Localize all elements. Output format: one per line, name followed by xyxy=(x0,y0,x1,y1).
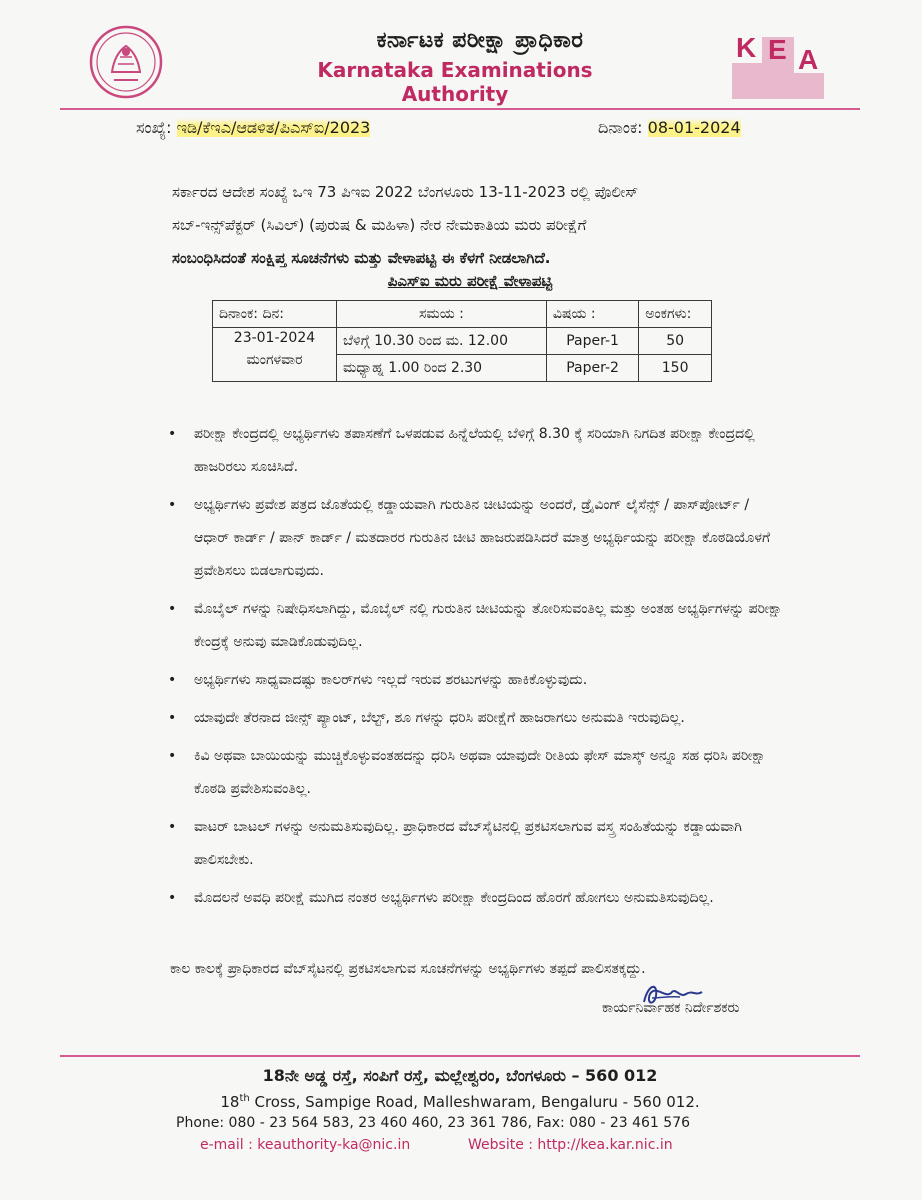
note-text: ಯಾವುದೇ ತೆರನಾದ ಜೀನ್ಸ್ ಪ್ಯಾಂಟ್, ಬೆಲ್ಟ್, ಶೂ ಗಳನ್ನು ಧರಿಸಿ ಪರೀಕ್ಷೆಗೆ ಹಾಜರಾಗಲು ಅನುಮತಿ ಇರುವುದಿಲ್ಲ. xyxy=(194,710,685,726)
ordinal-suffix: th xyxy=(239,1093,250,1104)
intro-line: ಸಂಬಂಧಿಸಿದಂತೆ ಸಂಕ್ಷಿಪ್ತ ಸೂಚನೆಗಳು ಮತ್ತು ವೇಳಾಪಟ್ಟಿ ಈ ಕೆಳಗೆ ನೀಡಲಾಗಿದೆ. xyxy=(172,249,551,267)
address-kannada: 18ನೇ ಅಡ್ಡ ರಸ್ತೆ, ಸಂಪಿಗೆ ರಸ್ತೆ, ಮಲ್ಲೇಶ್ವರಂ, ಬೆಂಗಳೂರು – 560 012 xyxy=(262,1066,658,1085)
note-text: ಮೊಬೈಲ್ ಗಳನ್ನು ನಿಷೇಧಿಸಲಾಗಿದ್ದು, ಮೊಬೈಲ್ ನಲ್ಲಿ ಗುರುತಿನ ಚೀಟಿಯನ್ನು ತೋರಿಸುವಂತಿಲ್ಲ ಮತ್ತು ಅಂತಹ ಅಭ್ಯರ್ಥಿಗಳನ್ನು ಪರೀಕ್ಷಾ ಕೇಂದ್ರಕ್ಕೆ ಅನುವು ಮಾಡಿಕೊಡುವುದಿಲ್ಲ. xyxy=(194,601,783,650)
website-link[interactable]: Website : http://kea.kar.nic.in xyxy=(468,1137,673,1153)
list-item xyxy=(168,811,788,877)
schedule-table xyxy=(212,300,712,382)
intro-paragraph xyxy=(172,176,762,275)
address-english xyxy=(180,1093,740,1111)
list-item xyxy=(168,593,788,659)
list-item xyxy=(168,702,788,735)
time-cell: ಮಧ್ಯಾಹ್ನ 1.00 ರಿಂದ 2.30 xyxy=(336,355,546,382)
intro-line: ಸರ್ಕಾರದ ಆದೇಶ ಸಂಖ್ಯೆ ಒಇ 73 ಪಿಇಐ 2022 ಬೆಂಗಳೂರು 13-11-2023 ರಲ್ಲಿ ಪೊಲೀಸ್ xyxy=(172,183,639,201)
authority-title-english: Karnataka Examinations Authority xyxy=(317,58,593,106)
closing-remark: ಕಾಲ ಕಾಲಕ್ಕೆ ಪ್ರಾಧಿಕಾರದ ವೆಬ್‌ಸೈಟನಲ್ಲಿ ಪ್ರಕಟಿಸಲಾಗುವ ಸೂಚನೆಗಳನ್ನು ಅಭ್ಯರ್ಥಿಗಳು ತಪ್ಪದೆ ಪಾಲಿಸತಕ್ಕದ್ದು. xyxy=(170,961,646,977)
note-text: ಕಿವಿ ಅಥವಾ ಬಾಯಿಯನ್ನು ಮುಚ್ಚಿಕೊಳ್ಳುವಂತಹದನ್ನು ಧರಿಸಿ ಅಥವಾ ಯಾವುದೇ ರೀತಿಯ ಫೇಸ್ ಮಾಸ್ಕ್ ಅನ್ನೂ ಸಹ ಧರಿಸಿ ಪರೀಕ್ಷಾ ಕೊಠಡಿ ಪ್ರವೇಶಿಸುವಂತಿಲ್ಲ. xyxy=(194,748,766,797)
logo-letter-e: E xyxy=(768,34,787,65)
instructions-list xyxy=(168,418,788,920)
schedule-header-row xyxy=(213,301,712,328)
kea-logo-icon xyxy=(728,25,828,105)
bullet-icon: • xyxy=(168,748,177,764)
email-link[interactable]: e-mail : keauthority-ka@nic.in xyxy=(200,1137,411,1153)
note-text: ಅಭ್ಯರ್ಥಿಗಳು ಪ್ರವೇಶ ಪತ್ರದ ಜೊತೆಯಲ್ಲಿ ಕಡ್ಡಾಯವಾಗಿ ಗುರುತಿನ ಚೀಟಿಯನ್ನು ಅಂದರೆ, ಡ್ರೈವಿಂಗ್ ಲೈಸೆನ್ಸ್ / ಪಾಸ್‌ಪೋರ್ಟ್ / ಆಧಾರ್ ಕಾರ್ಡ್ / ಪಾನ್ ಕಾರ್ಡ್ / ಮತದಾರರ ಗುರುತಿನ ಚೀಟಿ ಹಾಜರುಪಡಿಸಿದರೆ ಮಾತ್ರ ಅಭ್ಯರ್ಥಿಯನ್ನು ಪರೀಕ್ಷಾ ಕೊಠಡಿಯೊಳಗೆ ಪ್ರವೇಶಿಸಲು ಬಿಡಲಾಗುವುದು. xyxy=(194,497,771,579)
bullet-icon: • xyxy=(168,890,177,906)
bullet-icon: • xyxy=(168,426,177,442)
bullet-icon: • xyxy=(168,710,177,726)
time-cell: ಬೆಳಿಗ್ಗೆ 10.30 ರಿಂದ ಮ. 12.00 xyxy=(336,328,546,355)
list-item xyxy=(168,740,788,806)
exam-day: ಮಂಗಳವಾರ xyxy=(246,352,303,368)
bullet-icon: • xyxy=(168,672,177,688)
marks-cell: 150 xyxy=(639,355,712,382)
note-text: ಮೊದಲನೆ ಅವಧಿ ಪರೀಕ್ಷೆ ಮುಗಿದ ನಂತರ ಅಭ್ಯರ್ಥಿಗಳು ಪರೀಕ್ಷಾ ಕೇಂದ್ರದಿಂದ ಹೊರಗೆ ಹೋಗಲು ಅನುಮತಿಸುವುದಿಲ್ಲ. xyxy=(194,890,714,906)
list-item xyxy=(168,418,788,484)
header-date-day: ದಿನಾಂಕ: ದಿನ: xyxy=(213,301,337,328)
exam-date: 23-01-2024 xyxy=(233,330,316,346)
list-item xyxy=(168,664,788,697)
subject-cell: Paper-1 xyxy=(546,328,638,355)
intro-line: ಸಬ್-ಇನ್ಸ್‌ಪೆಕ್ಟರ್ (ಸಿವಿಲ್) (ಪುರುಷ & ಮಹಿಳಾ) ನೇರ ನೇಮಕಾತಿಯ ಮರು ಪರೀಕ್ಷೆಗೆ xyxy=(172,216,587,234)
address-street-number: 18 xyxy=(220,1093,240,1111)
signatory-designation: ಕಾರ್ಯನಿರ್ವಾಹಕ ನಿರ್ದೇಶಕರು xyxy=(602,1000,740,1016)
reference-date-label: ದಿನಾಂಕ: xyxy=(598,118,643,137)
note-text: ಅಭ್ಯರ್ಥಿಗಳು ಸಾಧ್ಯವಾದಷ್ಟು ಕಾಲರ್‌ಗಳು ಇಲ್ಲದೆ ಇರುವ ಶರಟುಗಳನ್ನು ಹಾಕಿಕೊಳ್ಳುವುದು. xyxy=(194,672,588,688)
header-subject: ವಿಷಯ : xyxy=(546,301,638,328)
note-text: ಪರೀಕ್ಷಾ ಕೇಂದ್ರದಲ್ಲಿ ಅಭ್ಯರ್ಥಿಗಳು ತಪಾಸಣೆಗೆ ಒಳಪಡುವ ಹಿನ್ನೆಲೆಯಲ್ಲಿ ಬೆಳಿಗ್ಗೆ 8.30 ಕ್ಕೆ ಸರಿಯಾಗಿ ನಿಗದಿತ ಪರೀಕ್ಷಾ ಕೇಂದ್ರದಲ್ಲಿ ಹಾಜರಿರಲು ಸೂಚಿಸಿದೆ. xyxy=(194,426,755,475)
marks-cell: 50 xyxy=(639,328,712,355)
authority-title-kannada: ಕರ್ನಾಟಕ ಪರೀಕ್ಷಾ ಪ್ರಾಧಿಕಾರ xyxy=(376,28,584,53)
subject-cell: Paper-2 xyxy=(546,355,638,382)
bullet-icon: • xyxy=(168,601,177,617)
bullet-icon: • xyxy=(168,819,177,835)
schedule-title: ಪಿಎಸ್ಐ ಮರು ಪರೀಕ್ಷೆ ವೇಳಾಪಟ್ಟಿ xyxy=(387,272,553,290)
exam-date-cell xyxy=(213,328,337,382)
footer-divider xyxy=(60,1055,860,1057)
reference-date xyxy=(598,118,741,138)
bullet-icon: • xyxy=(168,497,177,513)
list-item xyxy=(168,882,788,915)
reference-number xyxy=(136,118,370,138)
phone-fax-line: Phone: 080 - 23 564 583, 23 460 460, 23 361 786, Fax: 080 - 23 461 576 xyxy=(176,1115,691,1131)
header-divider xyxy=(60,108,860,110)
table-row xyxy=(213,328,712,355)
reference-number-value: ಇಡಿ/ಕೆಇಎ/ಆಡಳಿತ/ಪಿಎಸ್ಐ/2023 xyxy=(176,118,371,137)
reference-number-label: ಸಂಖ್ಯೆ: xyxy=(136,118,172,137)
logo-letter-k: K xyxy=(736,32,757,63)
address-street: Cross, Sampige Road, Malleshwaram, Bengaluru - 560 012. xyxy=(249,1093,700,1111)
list-item xyxy=(168,489,788,588)
karnataka-govt-seal-icon xyxy=(88,24,164,100)
header-time: ಸಮಯ : xyxy=(336,301,546,328)
header-marks: ಅಂಕಗಳು: xyxy=(639,301,712,328)
note-text: ವಾಟರ್ ಬಾಟಲ್ ಗಳನ್ನು ಅನುಮತಿಸುವುದಿಲ್ಲ. ಪ್ರಾಧಿಕಾರದ ವೆಬ್‌ಸೈಟಿನಲ್ಲಿ ಪ್ರಕಟಿಸಲಾಗುವ ವಸ್ತ್ರ ಸಂಹಿತೆಯನ್ನು ಕಡ್ಡಾಯವಾಗಿ ಪಾಲಿಸಬೇಕು. xyxy=(194,819,742,868)
reference-date-value: 08-01-2024 xyxy=(647,118,741,137)
logo-letter-a: A xyxy=(798,44,819,75)
